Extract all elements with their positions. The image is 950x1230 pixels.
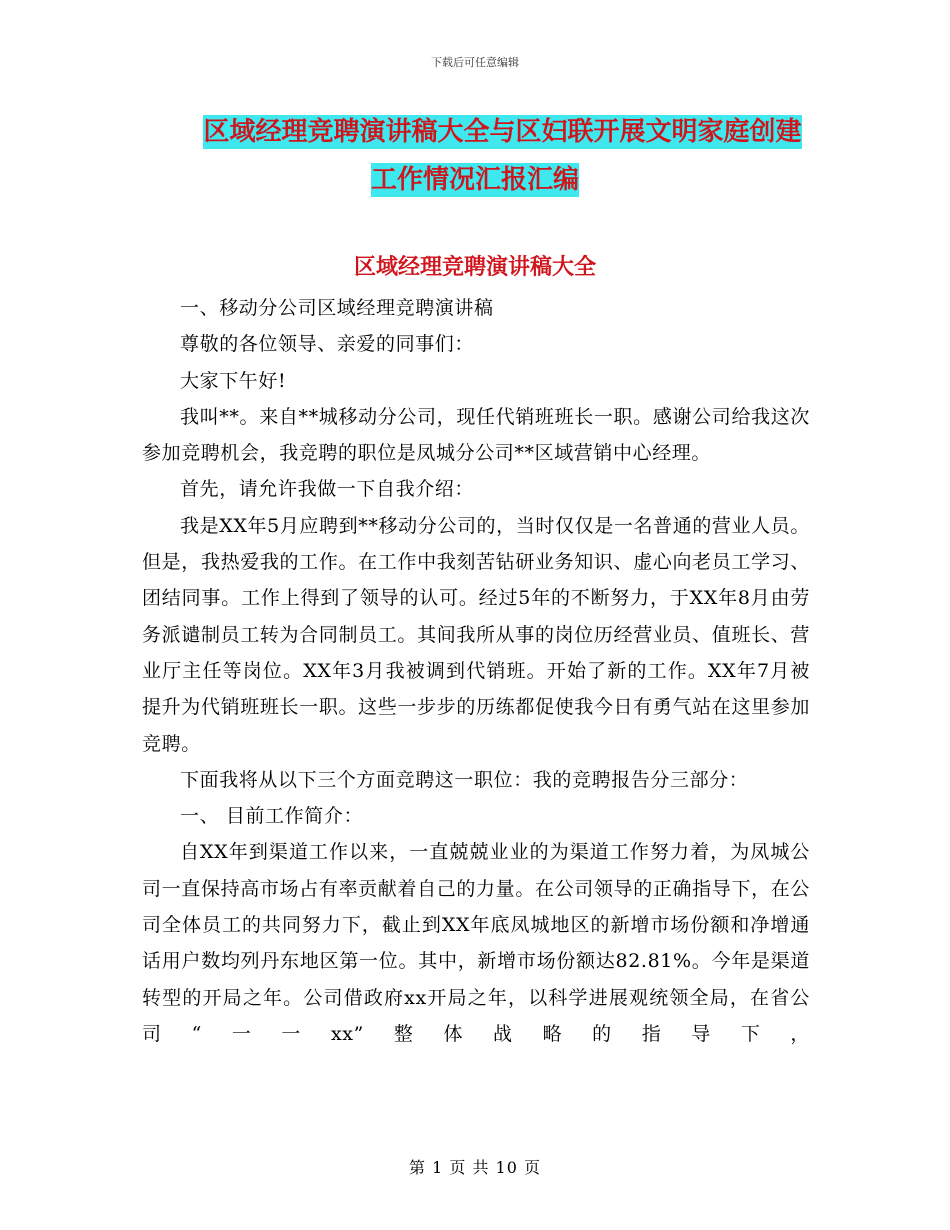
paragraph: 一、 目前工作简介： [180,805,364,828]
section-title: 区域经理竞聘演讲稿大全 [353,255,596,280]
page-footer: 第 1 页 共 10 页 [409,1158,541,1177]
document-title-line-2: 工作情况汇报汇编 [370,165,579,195]
paragraph: 我叫**。来自**城移动分公司，现任代销班班长一职。感谢公司给我这次参加竞聘机会，我竞聘的职位是凤城分公司**区域营销中心经理。 [142,405,810,465]
paragraph: 大家下午好! [180,369,287,392]
header-note: 下载后可任意编辑 [431,56,519,69]
document-title-line-1: 区域经理竞聘演讲稿大全与区妇联开展文明家庭创建 [203,117,802,147]
paragraph: 自XX年到渠道工作以来，一直兢兢业业的为渠道工作努力着，为凤城公司一直保持高市场占有率贡献着自己的力量。在公司领导的正确指导下，在公司全体员工的共同努力下，截止到XX年底凤城地区的新增市场份额和净增通话用户数均列丹东地区第一位。其中，新增市场份额达82.81%。今年是渠道转型的开局之年。公司借政府xx开局之年，以科学进展观统领全局，在省公司“一一xx”整体战略的指导下， [142,841,810,1045]
paragraph: 一、移动分公司区域经理竞聘演讲稿 [180,297,494,319]
paragraph: 下面我将从以下三个方面竞聘这一职位：我的竞聘报告分三部分： [180,768,749,791]
paragraph: 我是XX年5月应聘到**移动分公司的，当时仅仅是一名普通的营业人员。但是，我热爱我的工作。在工作中我刻苦钻研业务知识、虚心向老员工学习、团结同事。工作上得到了领导的认可。经过5年的不断努力，于XX年8月由劳务派谴制员工转为合同制员工。其间我所从事的岗位历经营业员、值班长、营业厅主任等岗位。XX年3月我被调到代销班。开始了新的工作。XX年7月被提升为代销班班长一职。这些一步步的历练都促使我今日有勇气站在这里参加竞聘。 [142,514,810,755]
paragraph: 首先，请允许我做一下自我介绍： [180,478,475,501]
document-title [0,108,950,204]
body-text [142,290,810,1052]
paragraph: 尊敬的各位领导、亲爱的同事们： [180,333,475,356]
